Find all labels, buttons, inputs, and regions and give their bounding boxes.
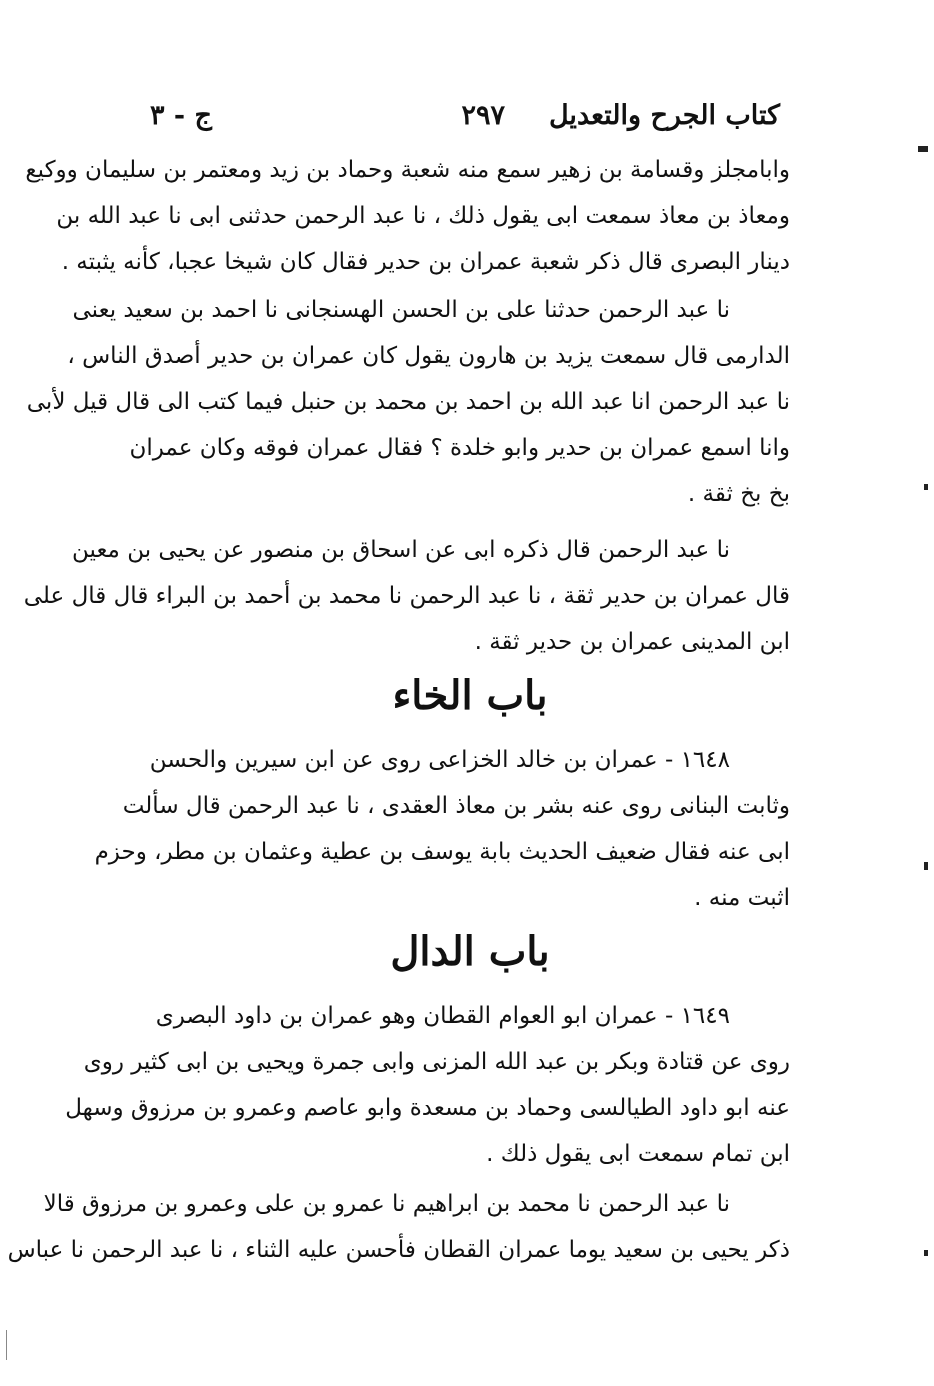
text-line: ابن تمام سمعت ابى يقول ذلك . <box>486 1141 790 1167</box>
scan-edge-mark <box>924 1250 928 1256</box>
page-header <box>150 100 780 140</box>
page-number: ٢٩٧ <box>461 100 505 131</box>
text-line: الدارمى قال سمعت يزيد بن هارون يقول كان عمران بن حدير أصدق الناس ، <box>67 343 790 369</box>
text-line: عنه ابو داود الطيالسى وحماد بن مسعدة وابو عاصم وعمرو بن مرزوق وسهل <box>65 1095 790 1121</box>
text-line: نا عبد الرحمن انا عبد الله بن احمد بن محمد بن حنبل فيما كتب الى قال قيل لأبى <box>26 389 790 415</box>
text-line: روى عن قتادة وبكر بن عبد الله المزنى وابى جمرة ويحيى بن ابى كثير روى <box>83 1049 790 1075</box>
text-line: وابامجلز وقسامة بن زهير سمع منه شعبة وحماد بن زيد ومعتمر بن سليمان ووكيع <box>25 157 790 183</box>
scan-edge-mark <box>6 1330 7 1360</box>
text-line: نا عبد الرحمن حدثنا على بن الحسن الهسنجانى نا احمد بن سعيد يعنى <box>72 297 730 323</box>
section-heading-kha: باب الخاء <box>392 672 548 719</box>
text-line: وانا اسمع عمران بن حدير وابو خلدة ؟ فقال عمران فوقه وكان عمران <box>129 435 790 461</box>
scan-edge-mark <box>924 862 928 870</box>
text-line: ابى عنه فقال ضعيف الحديث بابة يوسف بن عطية وعثمان بن مطر، وحزم <box>94 839 790 865</box>
scan-edge-mark <box>924 484 928 490</box>
text-line: ومعاذ بن معاذ سمعت ابى يقول ذلك ، نا عبد الرحمن حدثنى ابى نا عبد الله بن <box>56 203 790 229</box>
text-line: نا عبد الرحمن قال ذكره ابى عن اسحاق بن منصور عن يحيى بن معين <box>72 537 730 563</box>
text-line: ذكر يحيى بن سعيد يوما عمران القطان فأحسن عليه الثناء ، نا عبد الرحمن نا عباس <box>7 1237 790 1263</box>
text-line: ١٦٤٩ - عمران ابو العوام القطان وهو عمران بن داود البصرى <box>155 1003 730 1029</box>
text-line: ابن المدينى عمران بن حدير ثقة . <box>474 629 790 655</box>
volume-label: ج - ٣ <box>150 100 212 131</box>
text-line: اثبت منه . <box>694 885 790 911</box>
text-line: نا عبد الرحمن نا محمد بن ابراهيم نا عمرو بن على وعمرو بن مرزوق قالا <box>43 1191 730 1217</box>
scan-edge-mark <box>918 146 928 152</box>
book-title: كتاب الجرح والتعديل <box>548 100 780 131</box>
text-line: بخ بخ ثقة . <box>687 481 790 507</box>
text-line: ١٦٤٨ - عمران بن خالد الخزاعى روى عن ابن سيرين والحسن <box>149 747 730 773</box>
text-line: وثابت البنانى روى عنه بشر بن معاذ العقدى ، نا عبد الرحمن قال سألت <box>122 793 790 819</box>
text-line: قال عمران بن حدير ثقة ، نا عبد الرحمن نا محمد بن أحمد بن البراء قال قال على <box>23 583 790 609</box>
text-line: دينار البصرى قال ذكر شعبة عمران بن حدير فقال كان شيخا عجبا، كأنه يثبته . <box>61 249 790 275</box>
section-heading-dal: باب الدال <box>390 928 550 975</box>
